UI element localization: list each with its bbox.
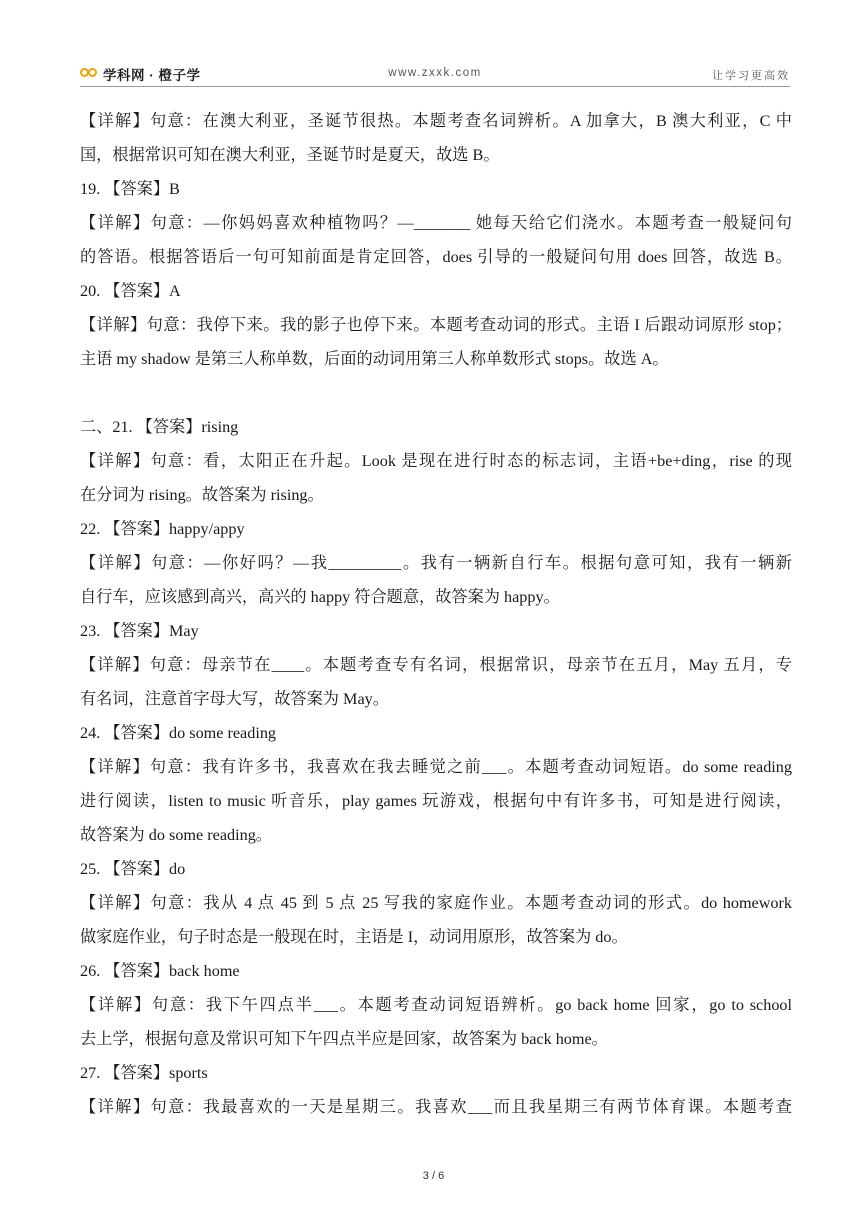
text-line: 【详解】句意：看，太阳正在升起。Look 是现在进行时态的标志词，主语+be+ding，rise 的现 — [80, 452, 792, 470]
text-line: 【详解】句意：我停下来。我的影子也停下来。本题考查动词的形式。主语 I 后跟动词原形 stop； — [80, 316, 792, 334]
text-line: 进行阅读，listen to music 听音乐，play games 玩游戏，根据句中有许多书，可知是进行阅读， — [80, 792, 792, 810]
text-line: 20. 【答案】A — [80, 282, 181, 300]
text-line: 主语 my shadow 是第三人称单数，后面的动词用第三人称单数形式 stops。故选 A。 — [80, 350, 669, 368]
text-line: 去上学，根据句意及常识可知下午四点半应是回家，故答案为 back home。 — [80, 1030, 608, 1048]
text-line: 【详解】句意：母亲节在____。本题考查专有名词，根据常识，母亲节在五月，May 五月，专 — [80, 656, 792, 674]
text-line: 在分词为 rising。故答案为 rising。 — [80, 486, 324, 504]
text-line: 二、21. 【答案】rising — [80, 418, 239, 436]
text-line: 24. 【答案】do some reading — [80, 724, 277, 742]
page-number: 3 / 6 — [422, 1170, 445, 1182]
text-line: 有名词，注意首字母大写，故答案为 May。 — [80, 690, 389, 708]
text-line: 故答案为 do some reading。 — [80, 826, 272, 844]
text-line: 【详解】句意：我下午四点半___。本题考查动词短语辨析。go back home 回家，go to school — [80, 996, 792, 1014]
text-line: 自行车，应该感到高兴，高兴的 happy 符合题意，故答案为 happy。 — [80, 588, 560, 606]
text-line: 的答语。根据答语后一句可知前面是肯定回答，does 引导的一般疑问句用 does 回答，故选 B。 — [80, 248, 792, 266]
text-line: 26. 【答案】back home — [80, 962, 240, 980]
text-line: 22. 【答案】happy/appy — [80, 520, 245, 538]
text-line: 19. 【答案】B — [80, 180, 180, 198]
site-url: www.zxxk.com — [388, 67, 482, 79]
text-line: 23. 【答案】May — [80, 622, 199, 640]
text-line: 【详解】句意：—你妈妈喜欢种植物吗？—_______ 她每天给它们浇水。本题考查一般疑问句 — [80, 214, 792, 232]
logo-text: 学科网 · 橙子学 — [103, 68, 201, 83]
text-line: 【详解】句意：我有许多书，我喜欢在我去睡觉之前___。本题考查动词短语。do some reading — [80, 758, 792, 776]
page-header — [80, 64, 790, 87]
text-line: 【详解】句意：我最喜欢的一天是星期三。我喜欢___而且我星期三有两节体育课。本题考查 — [80, 1098, 792, 1116]
text-line: 27. 【答案】sports — [80, 1064, 208, 1082]
text-line: 【详解】句意：—你好吗？—我_________。我有一辆新自行车。根据句意可知，我有一辆新 — [80, 554, 792, 572]
blank-line — [80, 376, 792, 410]
text-line: 做家庭作业，句子时态是一般现在时，主语是 I，动词用原形，故答案为 do。 — [80, 928, 628, 946]
text-line: 25. 【答案】do — [80, 860, 186, 878]
text-line: 【详解】句意：在澳大利亚，圣诞节很热。本题考查名词辨析。A 加拿大，B 澳大利亚，C 中 — [80, 112, 792, 130]
text-line: 国，根据常识可知在澳大利亚，圣诞节时是夏天，故选 B。 — [80, 146, 500, 164]
text-line: 【详解】句意：我从 4 点 45 到 5 点 25 写我的家庭作业。本题考查动词的形式。do homework — [80, 894, 792, 912]
slogan: 让学习更高效 — [712, 70, 790, 82]
answer-explanations — [80, 104, 792, 1124]
